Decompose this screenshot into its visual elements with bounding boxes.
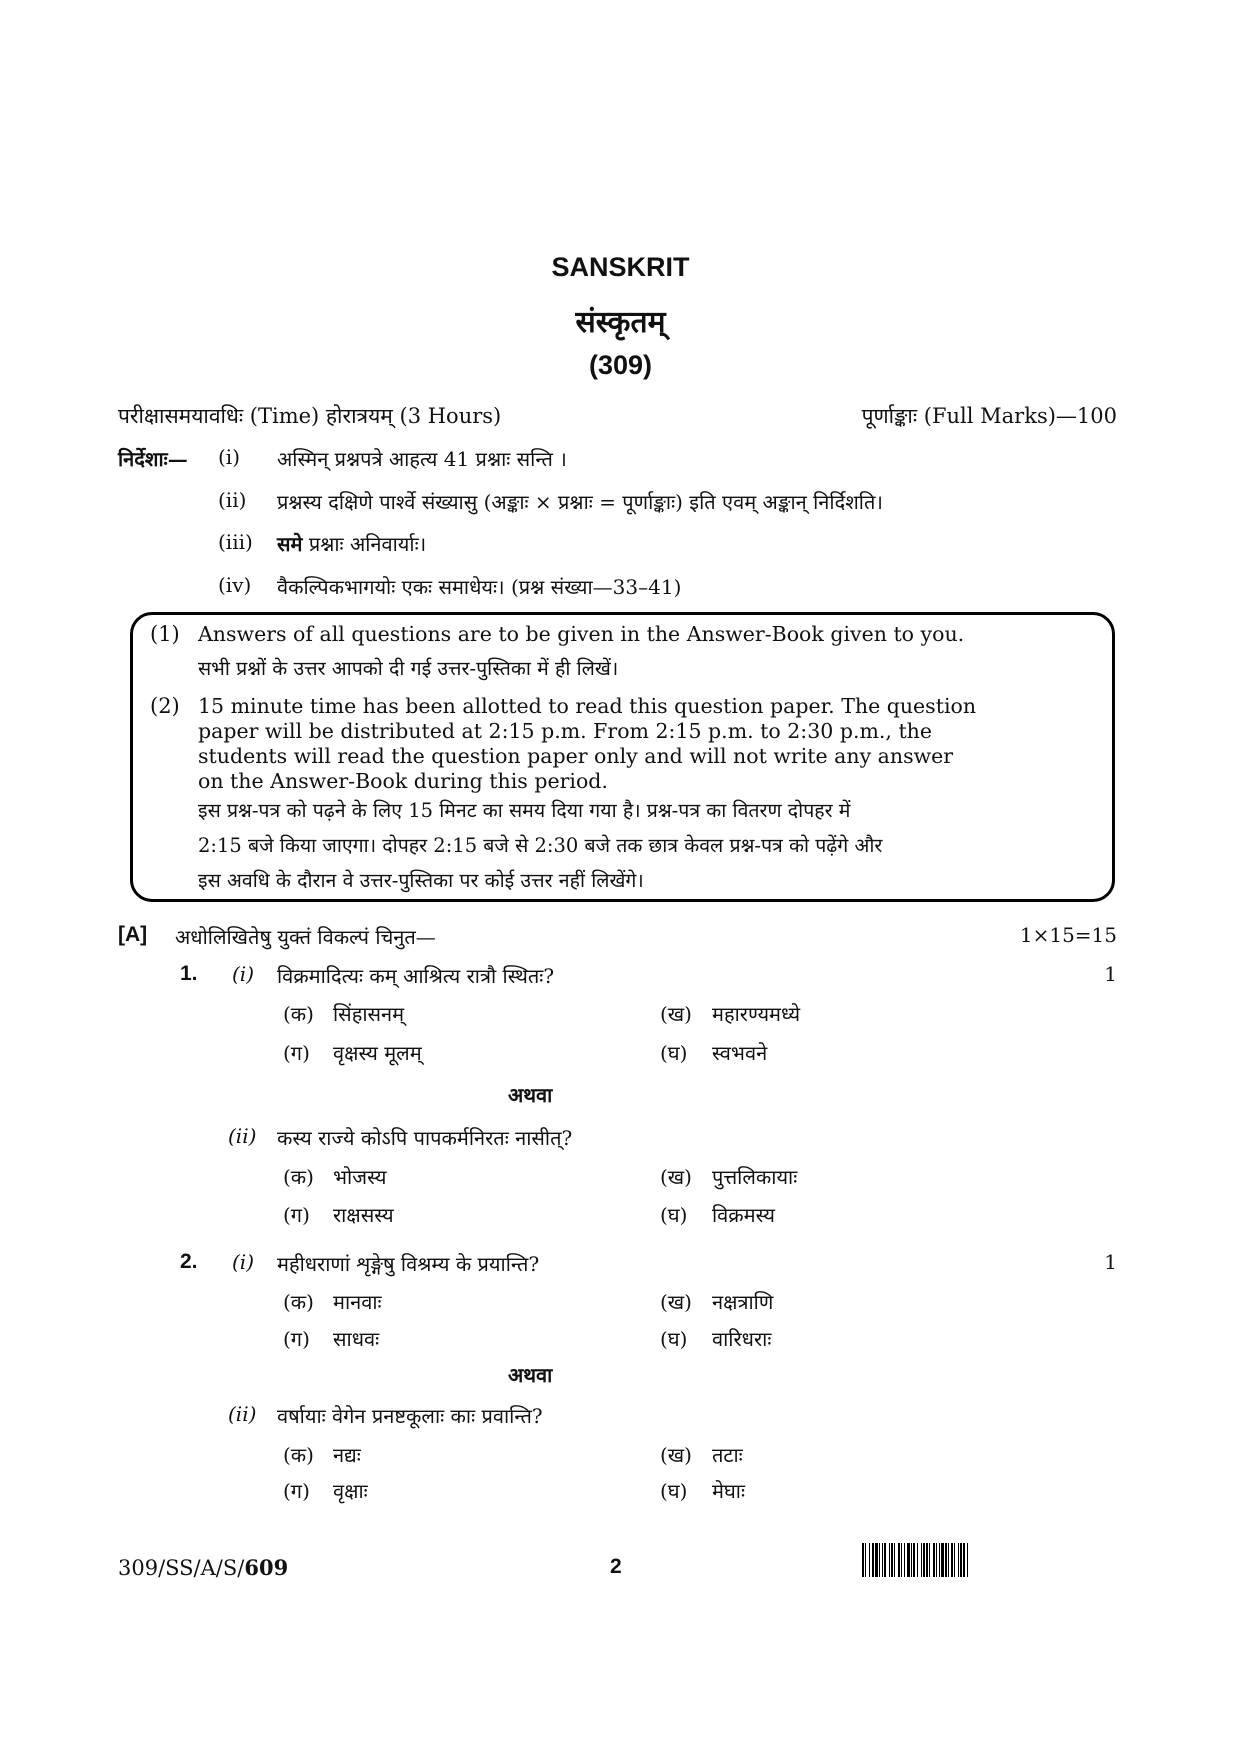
notice-english: paper will be distributed at 2:15 p.m. From 2:15 p.m. to 2:30 p.m., the (198, 719, 933, 743)
paper-code-prefix: 309/SS/A/S/ (118, 1556, 245, 1580)
notice-hindi: 2:15 बजे किया जाएगा। दोपहर 2:15 बजे से 2:30 बजे तक छात्र केवल प्रश्न-पत्र को पढ़ेंगे और (198, 834, 883, 857)
option-text: विक्रमस्य (712, 1203, 775, 1227)
question-text: कस्य राज्ये कोऽपि पापकर्मनिरतः नासीत्? (277, 1126, 573, 1150)
option-label: (ग) (283, 1203, 310, 1227)
option-text: मानवाः (333, 1290, 382, 1314)
page-number: 2 (610, 1555, 622, 1578)
instruction-num: (ii) (218, 488, 247, 512)
notice-english: students will read the question paper only and will not write any answer (198, 744, 954, 768)
or-separator: अथवा (508, 1083, 553, 1107)
option-label: (घ) (660, 1041, 688, 1065)
question-text: वर्षायाः वेगेन प्रनष्टकूलाः काः प्रवान्ति? (277, 1404, 543, 1428)
question-text: विक्रमादित्यः कम् आश्रित्य रात्रौ स्थितः? (277, 964, 555, 988)
option-text: मेघाः (712, 1479, 745, 1503)
notice-num: (1) (150, 622, 180, 646)
question-marks: 1 (1104, 962, 1117, 986)
option-label: (ख) (660, 1165, 692, 1189)
instruction-text: प्रश्नस्य दक्षिणे पार्श्वे संख्यासु (अङ्काः × प्रश्नाः = पूर्णाङ्काः) इति एवम् अङ्कान् निर्दिशति। (277, 490, 883, 514)
option-label: (घ) (660, 1203, 688, 1227)
option-text: नक्षत्राणि (712, 1290, 774, 1314)
section-instruction: अधोलिखितेषु युक्तं विकल्पं चिनुत— (175, 925, 436, 949)
option-label: (ख) (660, 1002, 692, 1026)
notice-english: Answers of all questions are to be given in the Answer-Book given to you. (198, 622, 965, 646)
instruction-text: अस्मिन् प्रश्नपत्रे आहत्य 41 प्रश्नाः सन्ति । (277, 447, 567, 471)
notice-hindi: इस प्रश्न-पत्र को पढ़ने के लिए 15 मिनट का समय दिया गया है। प्रश्न-पत्र का वितरण दोपहर में (198, 799, 851, 822)
option-label: (ख) (660, 1290, 692, 1314)
option-label: (क) (283, 1165, 314, 1189)
option-label: (क) (283, 1290, 314, 1314)
option-label: (ग) (283, 1041, 310, 1065)
option-label: (घ) (660, 1327, 688, 1351)
instruction-num: (i) (218, 445, 241, 469)
option-label: (ग) (283, 1479, 310, 1503)
question-number: 2. (180, 1250, 198, 1273)
option-label: (क) (283, 1443, 314, 1467)
question-number: 1. (180, 962, 198, 985)
option-text: भोजस्य (333, 1165, 387, 1189)
option-label: (क) (283, 1002, 314, 1026)
instruction-emphasis: समे (277, 532, 303, 556)
option-text: वृक्षस्य मूलम् (333, 1041, 422, 1065)
option-text: नद्यः (333, 1443, 361, 1467)
option-text: वृक्षाः (333, 1479, 368, 1503)
instruction-text: वैकल्पिकभागयोः एकः समाधेयः। (प्रश्न संख्या—33–41) (277, 575, 682, 599)
notice-hindi: इस अवधि के दौरान वे उत्तर-पुस्तिका पर कोई उत्तर नहीं लिखेंगे। (198, 869, 644, 892)
notice-hindi: सभी प्रश्नों के उत्तर आपको दी गई उत्तर-पुस्तिका में ही लिखें। (198, 657, 619, 680)
option-text: पुत्तलिकायाः (712, 1165, 798, 1189)
full-marks: पूर्णाङ्काः (Full Marks)—100 (861, 404, 1117, 428)
option-label: (घ) (660, 1479, 688, 1503)
option-text: राक्षसस्य (333, 1203, 394, 1227)
option-text: वारिधराः (712, 1327, 772, 1351)
subject-code: (309) (588, 350, 653, 380)
instruction-num: (iii) (218, 530, 253, 554)
section-label: [A] (118, 923, 148, 946)
subject-title-english: SANSKRIT (551, 252, 690, 282)
option-text: सिंहासनम् (333, 1002, 405, 1026)
option-text: तटाः (712, 1443, 743, 1467)
barcode-image (862, 1543, 1120, 1577)
sub-question-label: (i) (232, 1250, 255, 1274)
option-text: महारण्यमध्ये (712, 1002, 801, 1026)
question-marks: 1 (1104, 1250, 1117, 1274)
instruction-text (277, 530, 426, 557)
option-text: साधवः (333, 1327, 380, 1351)
paper-code (118, 1555, 288, 1580)
notice-num: (2) (150, 694, 180, 718)
time-allowed: परीक्षासमयावधिः (Time) होरात्रयम् (3 Hours) (118, 404, 502, 428)
sub-question-label: (ii) (228, 1402, 257, 1426)
instructions-label: निर्देशाः— (118, 447, 188, 471)
question-text: महीधराणां शृङ्गेषु विश्रम्य के प्रयान्ति? (277, 1252, 540, 1276)
subject-title-sanskrit: संस्कृतम् (575, 305, 666, 340)
paper-code-suffix: 609 (244, 1555, 289, 1580)
instruction-num: (iv) (218, 573, 252, 597)
notice-english: 15 minute time has been allotted to read this question paper. The question (198, 694, 977, 718)
or-separator: अथवा (508, 1363, 553, 1387)
sub-question-label: (ii) (228, 1124, 257, 1148)
notice-english: on the Answer-Book during this period. (198, 769, 608, 793)
option-label: (ग) (283, 1327, 310, 1351)
option-label: (ख) (660, 1443, 692, 1467)
section-marks: 1×15=15 (1019, 923, 1117, 947)
sub-question-label: (i) (232, 962, 255, 986)
instruction-text-rest: प्रश्नाः अनिवार्याः। (308, 532, 427, 556)
option-text: स्वभवने (712, 1041, 768, 1065)
